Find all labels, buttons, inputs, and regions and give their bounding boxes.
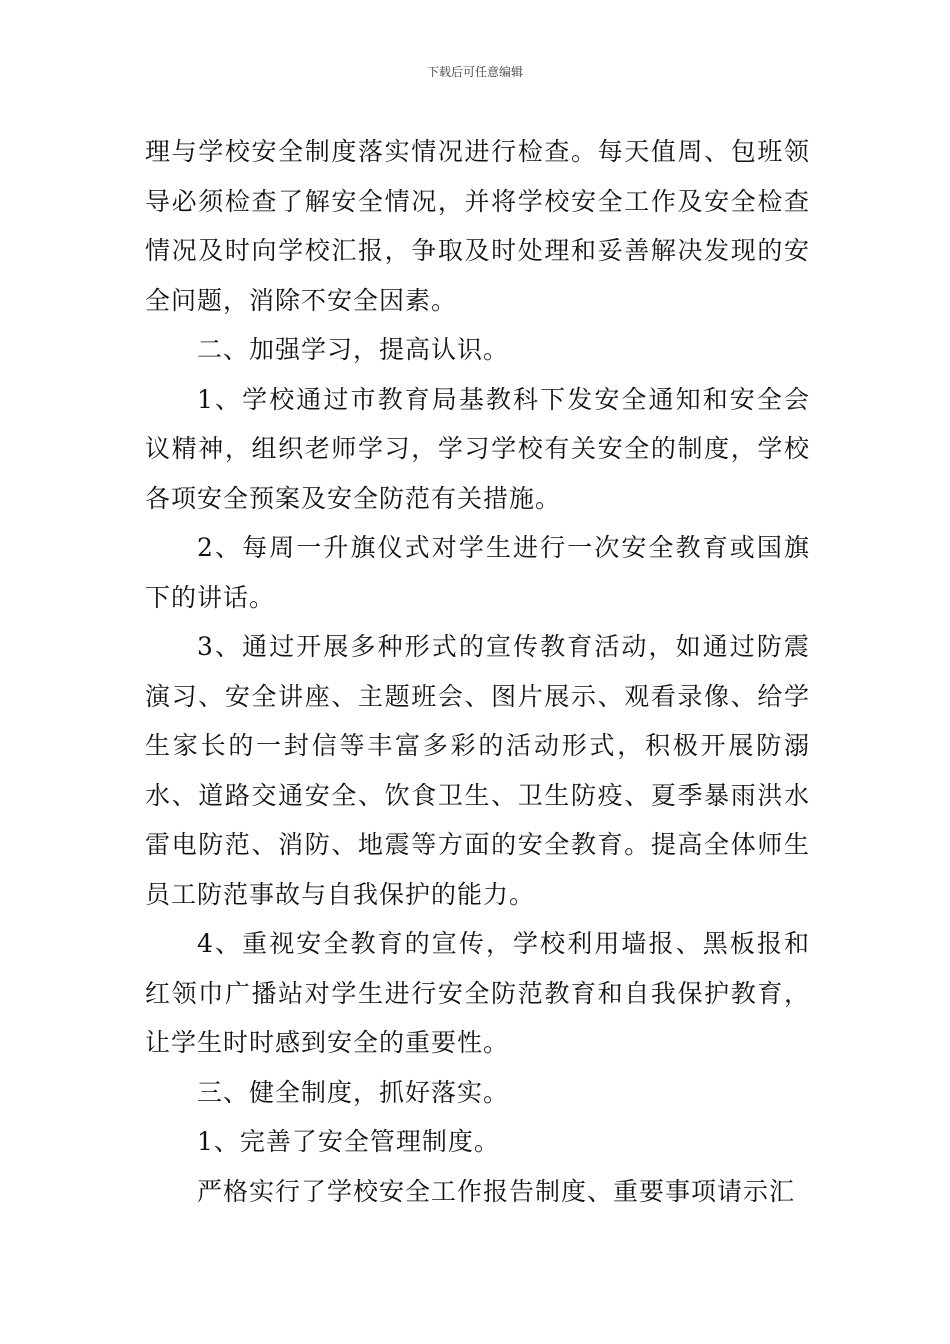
paragraph-item-1: 1、学校通过市教育局基教科下发安全通知和安全会议精神，组织老师学习，学习学校有关安全的制度，学校各项安全预案及安全防范有关措施。 [145, 384, 810, 513]
page-header: 下载后可任意编辑 [426, 65, 523, 79]
paragraph-item-2: 2、每周一升旗仪式对学生进行一次安全教育或国旗下的讲话。 [145, 533, 810, 612]
paragraph-continuation: 理与学校安全制度落实情况进行检查。每天值周、包班领导必须检查了解安全情况，并将学校安全工作及安全检查情况及时向学校汇报，争取及时处理和妥善解决发现的安全问题，消除不安全因素。 [145, 137, 810, 315]
document-body [145, 127, 810, 1216]
paragraph-item-4: 4、重视安全教育的宣传，学校利用墙报、黑板报和红领巾广播站对学生进行安全防范教育和自我保护教育，让学生时时感到安全的重要性。 [145, 929, 810, 1057]
section-heading-3: 三、健全制度，抓好落实。 [197, 1077, 510, 1107]
section-heading-2: 二、加强学习，提高认识。 [197, 335, 510, 364]
paragraph-partial: 严格实行了学校安全工作报告制度、重要事项请示汇 [197, 1176, 796, 1206]
paragraph-subitem-1: 1、完善了安全管理制度。 [197, 1127, 500, 1156]
paragraph-item-3: 3、通过开展多种形式的宣传教育活动，如通过防震演习、安全讲座、主题班会、图片展示、观看录像、给学生家长的一封信等丰富多彩的活动形式，积极开展防溺水、道路交通安全、饮食卫生、卫生防疫、夏季暴雨洪水雷电防范、消防、地震等方面的安全教育。提高全体师生员工防范事故与自我保护的能力。 [145, 632, 810, 909]
